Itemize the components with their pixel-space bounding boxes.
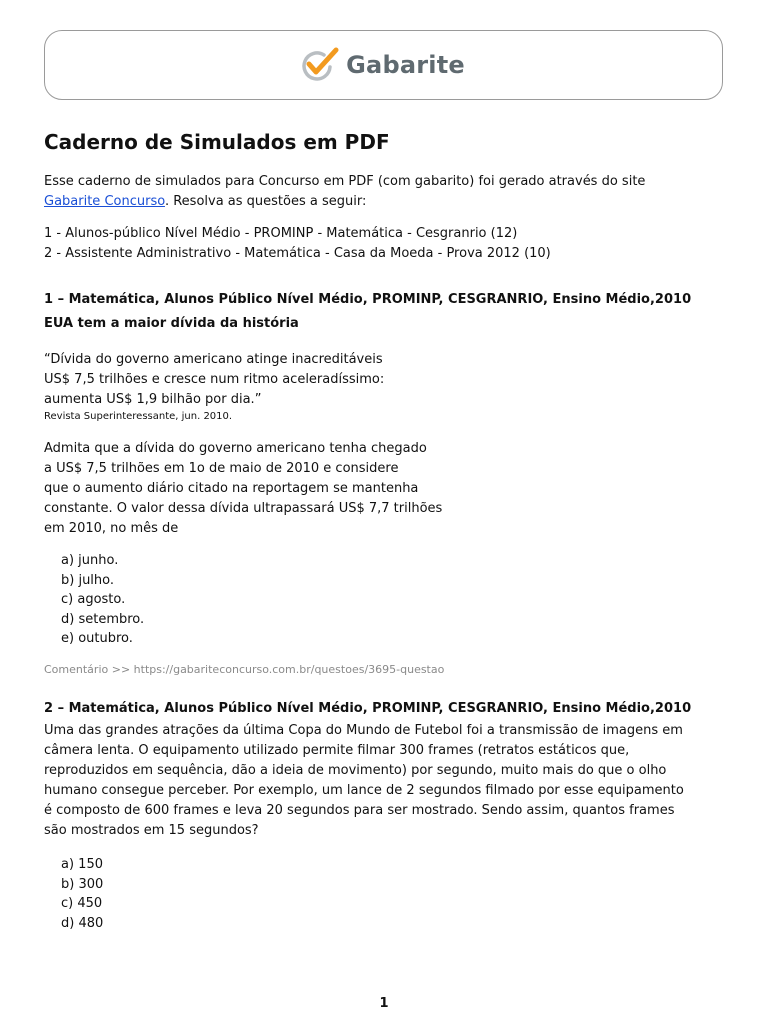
option-c: c) agosto. (61, 592, 126, 608)
logo-text: Gabarite (346, 51, 465, 79)
body-line: são mostrados em 15 segundos? (44, 822, 259, 838)
option-d: d) 480 (61, 915, 104, 931)
intro-paragraph (44, 172, 734, 212)
quote-line: “Dívida do governo americano atinge inacreditáveis (44, 352, 383, 367)
option-a: a) junho. (61, 553, 119, 568)
option-b: b) julho. (61, 572, 115, 588)
option-e: e) outubro. (61, 631, 133, 647)
intro-text-after: . Resolva as questões a seguir: (164, 194, 367, 209)
quote-line: aumenta US$ 1,9 bilhão por dia.” (44, 392, 262, 407)
question-source-list (44, 224, 734, 264)
option-d: d) setembro. (61, 611, 145, 627)
body-line: reproduzidos em sequência, dão a ideia de movimento) por segundo, muito mais do que o olho (44, 762, 667, 778)
body-line: em 2010, no mês de (44, 521, 179, 536)
question-2-body (44, 721, 734, 841)
question-2-header: 2 – Matemática, Alunos Público Nível Médio, PROMINP, CESGRANRIO, Ensino Médio,2010 (44, 700, 692, 716)
option-a: a) 150 (61, 856, 103, 872)
body-line: a US$ 7,5 trilhões em 1o de maio de 2010 e considere (44, 461, 399, 476)
gabarite-logo[interactable] (302, 47, 465, 83)
document-body (44, 128, 734, 933)
body-line: é composto de 600 frames e leva 20 segundos para ser mostrado. Sendo assim, quantos frames (44, 802, 675, 818)
page-number: 1 (379, 996, 389, 1011)
check-logo-icon (302, 47, 342, 83)
body-line: Uma das grandes atrações da última Copa do Mundo de Futebol foi a transmissão de imagens em (44, 722, 683, 738)
header-banner (44, 30, 723, 100)
body-line: câmera lenta. O equipamento utilizado permite filmar 300 frames (retratos estáticos que, (44, 742, 630, 758)
option-b: b) 300 (61, 876, 104, 892)
quote-line: US$ 7,5 trilhões e cresce num ritmo aceleradíssimo: (44, 372, 385, 387)
body-line: que o aumento diário citado na reportagem se mantenha (44, 481, 419, 496)
question-1-quote (44, 350, 734, 410)
body-line: constante. O valor dessa dívida ultrapassará US$ 7,7 trilhões (44, 501, 443, 516)
question-1-subtitle: EUA tem a maior dívida da história (44, 316, 299, 331)
question-2-options (61, 855, 734, 933)
page-title: Caderno de Simulados em PDF (44, 130, 390, 154)
option-c: c) 450 (61, 896, 103, 912)
intro-text: Esse caderno de simulados para Concurso em PDF (com gabarito) foi gerado através do site (44, 174, 646, 189)
list-item: 2 - Assistente Administrativo - Matemática - Casa da Moeda - Prova 2012 (10) (44, 246, 551, 261)
list-item: 1 - Alunos-público Nível Médio - PROMINP - Matemática - Cesgranrio (12) (44, 226, 518, 241)
question-1-comment-link[interactable]: Comentário >> https://gabariteconcurso.com.br/questoes/3695-questao (44, 662, 445, 676)
question-1-body (44, 439, 734, 539)
body-line: Admita que a dívida do governo americano tenha chegado (44, 441, 427, 456)
body-line: humano consegue perceber. Por exemplo, um lance de 2 segundos filmado por esse equipamento (44, 782, 684, 798)
question-1-header: 1 – Matemática, Alunos Público Nível Médio, PROMINP, CESGRANRIO, Ensino Médio,2010 (44, 292, 692, 307)
gabarite-concurso-link[interactable]: Gabarite Concurso (44, 194, 165, 209)
quote-source: Revista Superinteressante, jun. 2010. (44, 411, 233, 422)
question-1-options (61, 551, 734, 649)
